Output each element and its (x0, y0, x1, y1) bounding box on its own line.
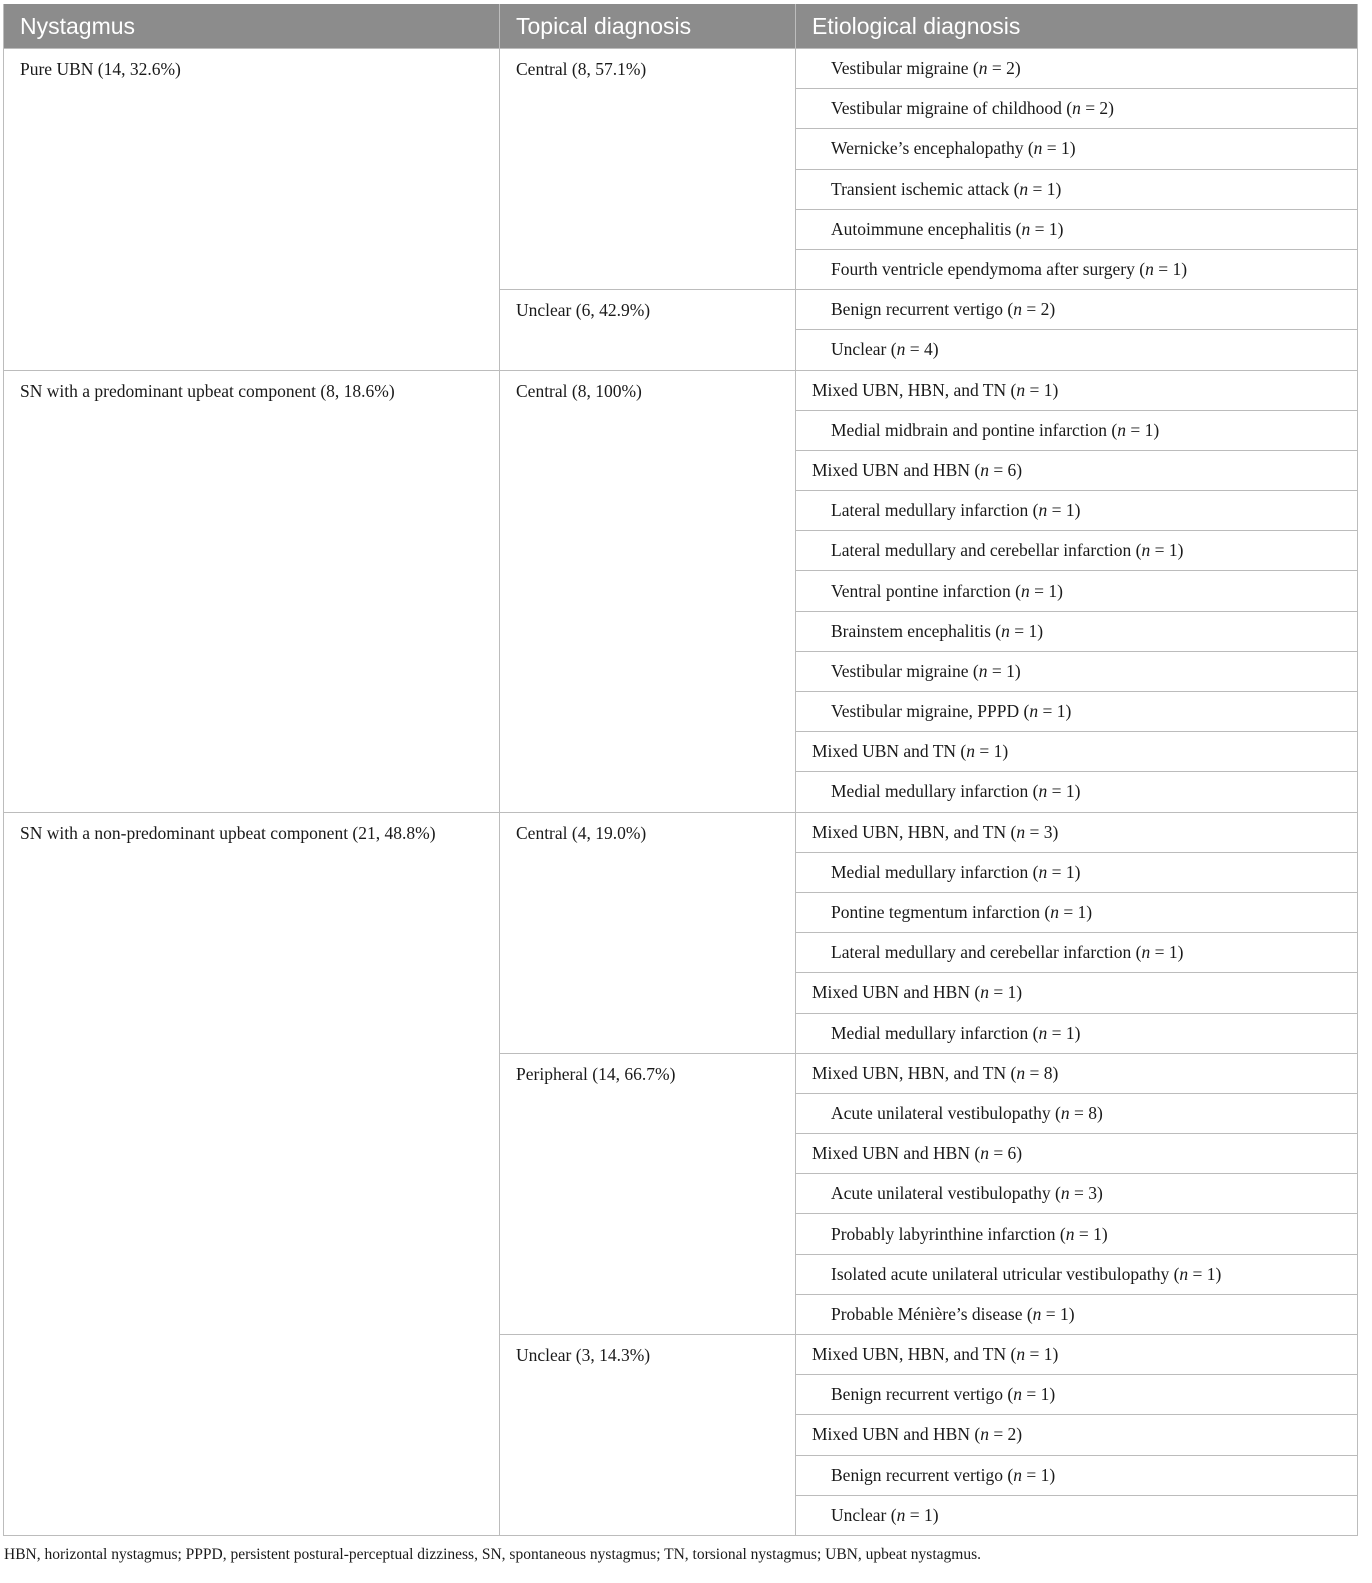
etiological-diagnosis-cell (796, 49, 1358, 89)
topical-diagnosis-cell: Unclear (3, 14.3%) (500, 1335, 796, 1536)
etiological-diagnosis-cell (796, 1053, 1358, 1093)
etiology-text: Probable Ménière’s disease ( (831, 1303, 1033, 1324)
nystagmus-cell: SN with a non-predominant upbeat component (21, 48.8%) (4, 812, 500, 1535)
etiological-diagnosis-cell (796, 651, 1358, 691)
count-value: = 2) (987, 58, 1021, 79)
count-symbol: n (1145, 259, 1154, 280)
etiological-diagnosis-cell (796, 1455, 1358, 1495)
etiology-text: Mixed UBN and HBN ( (812, 1424, 981, 1445)
count-symbol: n (1050, 902, 1059, 923)
etiology-text: Vestibular migraine ( (831, 660, 979, 681)
count-symbol: n (1013, 1384, 1022, 1405)
count-value: = 1) (1028, 178, 1062, 199)
count-symbol: n (1033, 138, 1043, 159)
etiology-text: Mixed UBN and HBN ( (812, 1143, 981, 1164)
count-symbol: n (980, 459, 989, 480)
etiology-text: Mixed UBN, HBN, and TN ( (812, 821, 1017, 842)
count-symbol: n (1038, 1022, 1048, 1043)
table-row (4, 812, 1358, 852)
count-value: = 3) (1025, 821, 1059, 842)
table-row (4, 49, 1358, 89)
etiological-diagnosis-cell (796, 1335, 1358, 1375)
count-value: = 1) (905, 1504, 939, 1525)
count-value: = 1) (1041, 1303, 1075, 1324)
count-symbol: n (1016, 379, 1026, 400)
etiology-text: Vestibular migraine ( (831, 58, 979, 79)
etiology-text: Brainstem encephalitis ( (831, 620, 1002, 641)
count-value: = 1) (988, 982, 1023, 1003)
etiology-text: Autoimmune encephalitis ( (831, 218, 1022, 239)
count-value: = 1) (1058, 902, 1093, 923)
count-symbol: n (1019, 178, 1029, 199)
etiology-text: Mixed UBN, HBN, and TN ( (812, 379, 1017, 400)
etiological-diagnosis-cell (796, 1093, 1358, 1133)
etiological-diagnosis-cell (796, 169, 1358, 209)
etiological-diagnosis-cell (796, 1174, 1358, 1214)
etiological-diagnosis-cell (796, 290, 1358, 330)
etiology-text: Isolated acute unilateral utricular vestibulopathy ( (831, 1263, 1180, 1284)
etiology-text: Benign recurrent vertigo ( (831, 299, 1014, 320)
count-symbol: n (1021, 218, 1031, 239)
nystagmus-cell: Pure UBN (14, 32.6%) (4, 49, 500, 371)
topical-diagnosis-cell: Central (8, 100%) (500, 370, 796, 812)
count-value: = 1) (1029, 580, 1063, 601)
etiology-text: Benign recurrent vertigo ( (831, 1384, 1014, 1405)
etiology-text: Medial medullary infarction ( (831, 781, 1039, 802)
etiology-text: Mixed UBN and TN ( (812, 741, 967, 762)
etiological-diagnosis-cell (796, 1495, 1358, 1535)
count-symbol: n (980, 1143, 989, 1164)
etiological-diagnosis-cell (796, 1254, 1358, 1294)
count-symbol: n (978, 58, 988, 79)
header-etiological-diagnosis: Etiological diagnosis (796, 4, 1358, 49)
count-symbol: n (1141, 540, 1151, 561)
count-value: = 1) (1150, 540, 1184, 561)
count-symbol: n (1038, 781, 1048, 802)
count-symbol: n (1016, 821, 1026, 842)
etiological-diagnosis-cell (796, 812, 1358, 852)
topical-diagnosis-cell: Peripheral (14, 66.7%) (500, 1053, 796, 1334)
count-value: = 1) (1025, 379, 1059, 400)
etiology-text: Ventral pontine infarction ( (831, 580, 1022, 601)
count-value: = 1) (1150, 942, 1184, 963)
count-symbol: n (896, 339, 906, 360)
count-symbol: n (1038, 500, 1048, 521)
count-symbol: n (980, 982, 989, 1003)
count-value: = 1) (1025, 1344, 1059, 1365)
etiology-text: Mixed UBN and HBN ( (812, 982, 981, 1003)
header-topical-diagnosis: Topical diagnosis (500, 4, 796, 49)
etiological-diagnosis-cell (796, 1214, 1358, 1254)
count-value: = 8) (1069, 1102, 1103, 1123)
etiological-diagnosis-cell (796, 410, 1358, 450)
table-body (4, 49, 1358, 1536)
count-symbol: n (1141, 942, 1151, 963)
count-value: = 1) (1188, 1263, 1222, 1284)
count-symbol: n (966, 741, 975, 762)
count-symbol: n (1016, 1344, 1026, 1365)
count-symbol: n (896, 1504, 906, 1525)
etiological-diagnosis-cell (796, 249, 1358, 289)
count-symbol: n (1179, 1263, 1189, 1284)
header-nystagmus: Nystagmus (4, 4, 500, 49)
count-value: = 1) (1047, 500, 1081, 521)
count-value: = 1) (1153, 259, 1188, 280)
table-header-row (4, 4, 1358, 49)
count-value: = 4) (905, 339, 939, 360)
etiology-text: Mixed UBN, HBN, and TN ( (812, 1344, 1017, 1365)
etiological-diagnosis-cell (796, 973, 1358, 1013)
count-value: = 1) (975, 741, 1009, 762)
nystagmus-cell: SN with a predominant upbeat component (8, 18.6%) (4, 370, 500, 812)
etiological-diagnosis-cell (796, 571, 1358, 611)
count-value: = 1) (1021, 1464, 1056, 1485)
etiological-diagnosis-cell (796, 852, 1358, 892)
topical-diagnosis-cell: Central (4, 19.0%) (500, 812, 796, 1053)
etiological-diagnosis-cell (796, 692, 1358, 732)
etiological-diagnosis-cell (796, 1134, 1358, 1174)
count-value: = 6) (988, 1143, 1023, 1164)
count-value: = 1) (1126, 419, 1160, 440)
count-symbol: n (978, 660, 988, 681)
count-symbol: n (1021, 580, 1030, 601)
count-symbol: n (1038, 861, 1048, 882)
count-symbol: n (1060, 1102, 1070, 1123)
count-symbol: n (980, 1424, 989, 1445)
count-symbol: n (1001, 620, 1010, 641)
etiological-diagnosis-cell (796, 491, 1358, 531)
count-value: = 1) (1030, 218, 1064, 239)
count-symbol: n (1072, 98, 1081, 119)
etiology-text: Medial medullary infarction ( (831, 1022, 1039, 1043)
etiology-text: Vestibular migraine, PPPD ( (831, 701, 1030, 722)
etiology-text: Benign recurrent vertigo ( (831, 1464, 1014, 1485)
etiology-text: Medial midbrain and pontine infarction ( (831, 419, 1118, 440)
etiological-diagnosis-cell (796, 1415, 1358, 1455)
etiology-text: Mixed UBN, HBN, and TN ( (812, 1062, 1017, 1083)
count-value: = 2) (988, 1424, 1023, 1445)
count-value: = 1) (1042, 138, 1076, 159)
table-footnote: HBN, horizontal nystagmus; PPPD, persistent postural-perceptual dizziness, SN, spontaneous nystagmus; TN, torsional nystagmus; UBN, upbeat nystagmus. (4, 1546, 981, 1563)
count-symbol: n (1065, 1223, 1075, 1244)
count-value: = 1) (1074, 1223, 1108, 1244)
etiology-text: Lateral medullary and cerebellar infarction ( (831, 540, 1142, 561)
etiology-text: Acute unilateral vestibulopathy ( (831, 1183, 1061, 1204)
count-symbol: n (1013, 299, 1022, 320)
table-row (4, 370, 1358, 410)
etiological-diagnosis-cell (796, 370, 1358, 410)
etiology-text: Probably labyrinthine infarction ( (831, 1223, 1066, 1244)
count-value: = 2) (1080, 98, 1115, 119)
count-symbol: n (1117, 419, 1126, 440)
etiology-text: Lateral medullary and cerebellar infarction ( (831, 942, 1142, 963)
etiological-diagnosis-cell (796, 772, 1358, 812)
etiology-text: Medial medullary infarction ( (831, 861, 1039, 882)
etiological-diagnosis-cell (796, 1375, 1358, 1415)
count-value: = 1) (1047, 861, 1081, 882)
topical-diagnosis-cell: Central (8, 57.1%) (500, 49, 796, 290)
etiology-text: Unclear ( (831, 339, 897, 360)
count-value: = 1) (1038, 701, 1072, 722)
etiology-text: Pontine tegmentum infarction ( (831, 902, 1051, 923)
count-value: = 6) (988, 459, 1023, 480)
etiological-diagnosis-cell (796, 330, 1358, 370)
etiology-text: Wernicke’s encephalopathy ( (831, 138, 1034, 159)
etiology-text: Acute unilateral vestibulopathy ( (831, 1102, 1061, 1123)
diagnosis-table (3, 4, 1358, 1536)
count-value: = 1) (1047, 1022, 1081, 1043)
count-symbol: n (1060, 1183, 1070, 1204)
etiological-diagnosis-cell (796, 732, 1358, 772)
etiological-diagnosis-cell (796, 89, 1358, 129)
etiological-diagnosis-cell (796, 129, 1358, 169)
count-value: = 1) (987, 660, 1021, 681)
etiology-text: Vestibular migraine of childhood ( (831, 98, 1073, 119)
count-value: = 1) (1009, 620, 1044, 641)
count-symbol: n (1029, 701, 1039, 722)
count-symbol: n (1013, 1464, 1022, 1485)
count-value: = 8) (1025, 1062, 1059, 1083)
etiology-text: Transient ischemic attack ( (831, 178, 1020, 199)
count-value: = 1) (1047, 781, 1081, 802)
etiological-diagnosis-cell (796, 1013, 1358, 1053)
etiology-text: Lateral medullary infarction ( (831, 500, 1039, 521)
count-symbol: n (1032, 1303, 1042, 1324)
etiological-diagnosis-cell (796, 531, 1358, 571)
etiology-text: Mixed UBN and HBN ( (812, 459, 981, 480)
etiological-diagnosis-cell (796, 611, 1358, 651)
etiological-diagnosis-cell (796, 1294, 1358, 1334)
count-value: = 2) (1021, 299, 1056, 320)
etiological-diagnosis-cell (796, 933, 1358, 973)
etiological-diagnosis-cell (796, 450, 1358, 490)
etiological-diagnosis-cell (796, 892, 1358, 932)
topical-diagnosis-cell: Unclear (6, 42.9%) (500, 290, 796, 370)
count-value: = 3) (1069, 1183, 1103, 1204)
count-symbol: n (1016, 1062, 1026, 1083)
etiology-text: Fourth ventricle ependymoma after surgery ( (831, 259, 1146, 280)
etiology-text: Unclear ( (831, 1504, 897, 1525)
count-value: = 1) (1021, 1384, 1056, 1405)
etiological-diagnosis-cell (796, 209, 1358, 249)
